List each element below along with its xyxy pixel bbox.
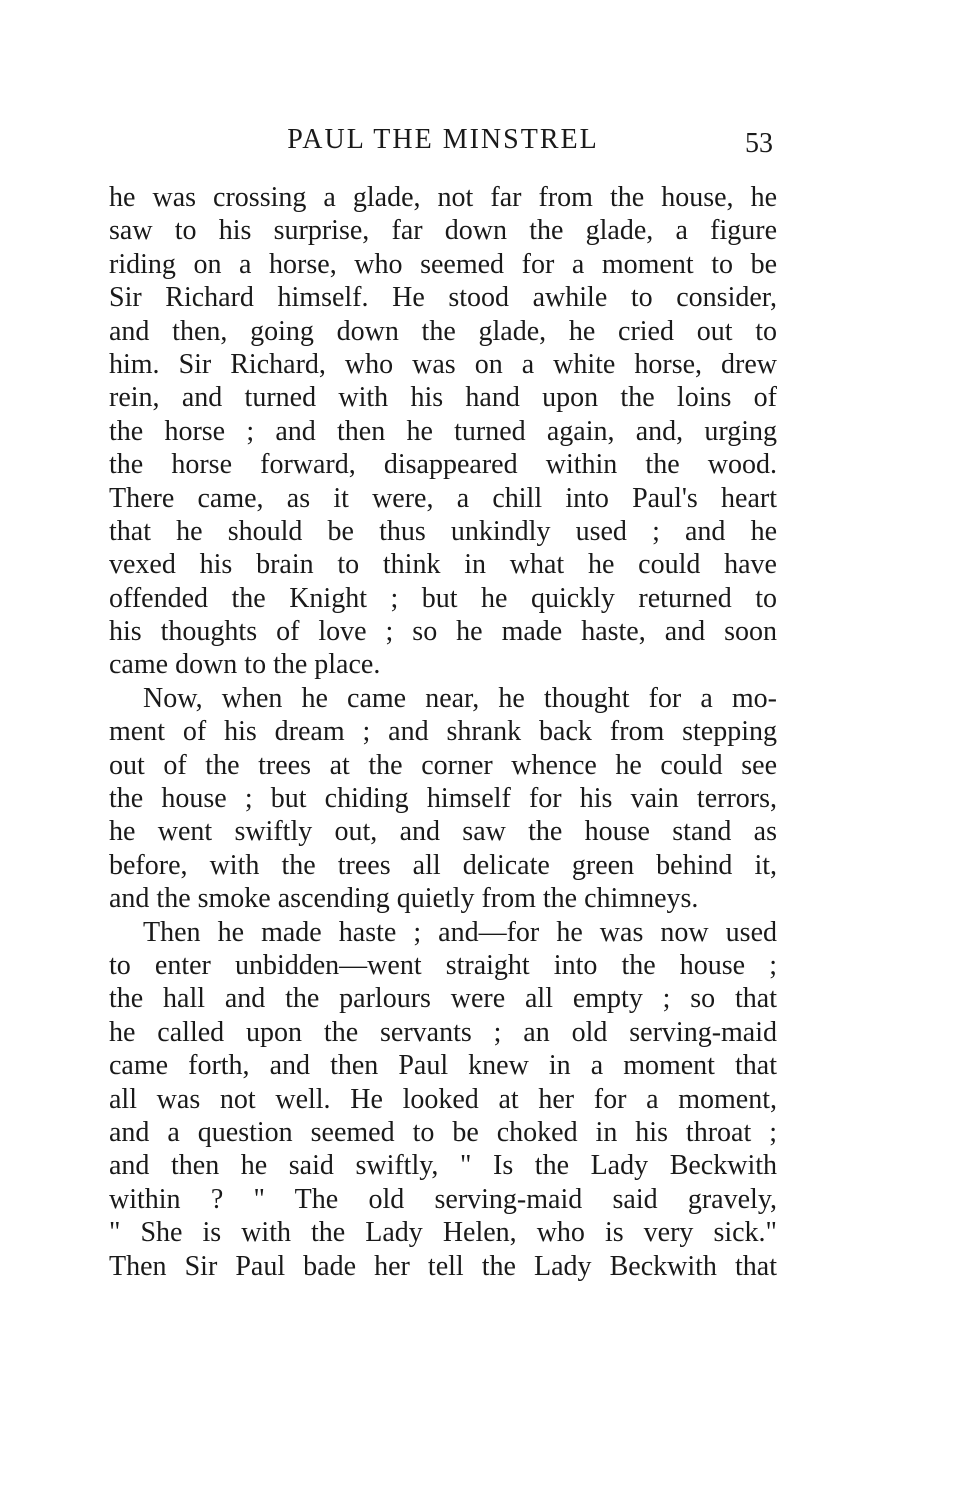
text-line: saw to his surprise, far down the glade, a figure (109, 215, 777, 247)
paragraph-1 (109, 181, 777, 682)
text-line: to enter unbidden—went straight into the house ; (109, 949, 777, 981)
text-line: before, with the trees all delicate green behind it, (109, 849, 777, 881)
text-line: he went swiftly out, and saw the house stand as (109, 816, 777, 848)
paragraph-3 (109, 916, 777, 1283)
text-line: the horse ; and then he turned again, and, urging (109, 415, 777, 447)
text-line: Sir Richard himself. He stood awhile to consider, (109, 282, 777, 314)
text-line: rein, and turned with his hand upon the loins of (109, 382, 777, 414)
text-line: within ? " The old serving-maid said gravely, (109, 1183, 777, 1215)
text-line: his thoughts of love ; so he made haste, and soon (109, 616, 777, 648)
text-line: " She is with the Lady Helen, who is very sick." (109, 1217, 777, 1249)
text-line: all was not well. He looked at her for a moment, (109, 1083, 777, 1115)
text-line: that he should be thus unkindly used ; and he (109, 515, 777, 547)
text-line: out of the trees at the corner whence he could see (109, 749, 777, 781)
text-line: the horse forward, disappeared within the wood. (109, 449, 777, 481)
text-line: vexed his brain to think in what he could have (109, 549, 777, 581)
text-line: him. Sir Richard, who was on a white horse, drew (109, 348, 777, 380)
page-number: 53 (745, 128, 773, 159)
text-line: ment of his dream ; and shrank back from stepping (109, 716, 777, 748)
text-line: and then, going down the glade, he cried out to (109, 315, 777, 347)
text-line: came forth, and then Paul knew in a moment that (109, 1050, 777, 1082)
text-line: came down to the place. (109, 649, 381, 681)
text-line: and the smoke ascending quietly from the chimneys. (109, 883, 699, 915)
text-line: Then Sir Paul bade her tell the Lady Beckwith that (109, 1250, 777, 1282)
text-line: Then he made haste ; and—for he was now used (143, 916, 777, 948)
text-line: There came, as it were, a chill into Paul's heart (109, 482, 777, 514)
text-line: riding on a horse, who seemed for a moment to be (109, 248, 777, 280)
text-line: and then he said swiftly, " Is the Lady Beckwith (109, 1150, 777, 1182)
text-line: and a question seemed to be choked in his throat ; (109, 1116, 777, 1148)
text-line: offended the Knight ; but he quickly returned to (109, 582, 777, 614)
text-line: he was crossing a glade, not far from the house, he (109, 182, 777, 213)
paragraph-2 (109, 682, 777, 916)
text-line: he called upon the servants ; an old serving-maid (109, 1016, 777, 1048)
page-header (109, 118, 777, 168)
running-title: PAUL THE MINSTREL (287, 124, 599, 155)
body-text (109, 181, 777, 1283)
text-line: the hall and the parlours were all empty ; so that (109, 983, 777, 1015)
text-line: the house ; but chiding himself for his vain terrors, (109, 783, 777, 815)
text-line: Now, when he came near, he thought for a mo- (143, 682, 777, 714)
